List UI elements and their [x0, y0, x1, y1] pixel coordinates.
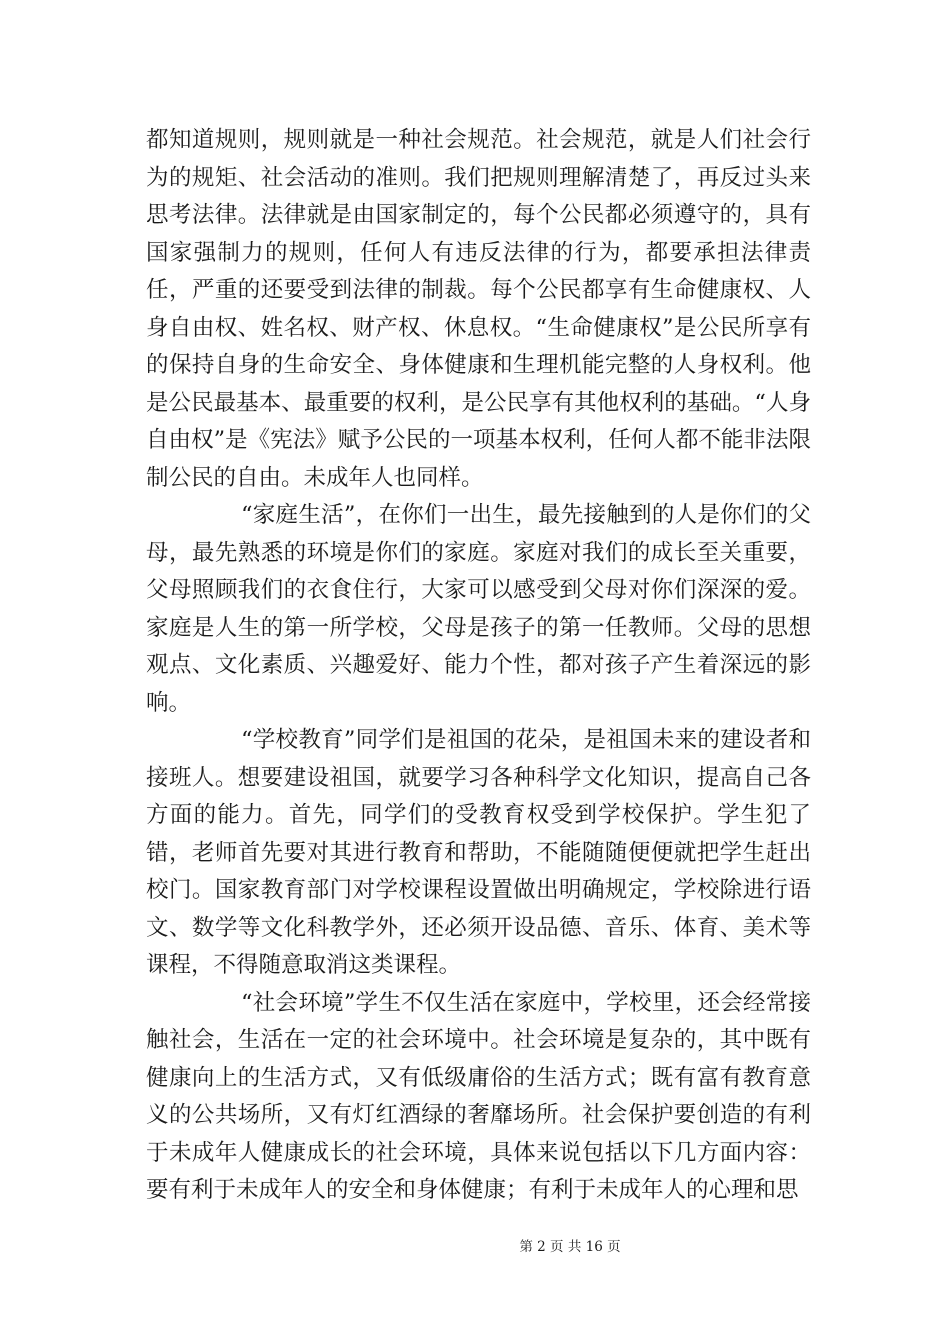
page-footer [0, 1235, 950, 1255]
paragraph-family-life: “家庭生活”，在你们一出生，最先接触到的人是你们的父母，最先熟悉的环境是你们的家庭。家庭对我们的成长至关重要，父母照顾我们的衣食住行，大家可以感受到父母对你们深深的爱。家庭是人生的第一所学校，父母是孩子的第一任教师。父母的思想观点、文化素质、兴趣爱好、能力个性，都对孩子产生着深远的影响。 [146, 502, 811, 716]
paragraph-school-education: “学校教育”同学们是祖国的花朵，是祖国未来的建设者和接班人。想要建设祖国，就要学习各种科学文化知识，提高自己各方面的能力。首先，同学们的受教育权受到学校保护。学生犯了错，老师首先要对其进行教育和帮助，不能随随便便就把学生赶出校门。国家教育部门对学校课程设置做出明确规定，学校除进行语文、数学等文化科教学外，还必须开设品德、音乐、体育、美术等课程，不得随意取消这类课程。 [146, 727, 811, 978]
body-text [146, 122, 811, 1210]
paragraph-rules-law: 都知道规则，规则就是一种社会规范。社会规范，就是人们社会行为的规矩、社会活动的准则。我们把规则理解清楚了，再反过头来思考法律。法律就是由国家制定的，每个公民都必须遵守的，具有国家强制力的规则，任何人有违反法律的行为，都要承担法律责任，严重的还要受到法律的制裁。每个公民都享有生命健康权、人身自由权、姓名权、财产权、休息权。“生命健康权”是公民所享有的保持自身的生命安全、身体健康和生理机能完整的人身权利。他是公民最基本、最重要的权利，是公民享有其他权利的基础。“人身自由权”是《宪法》赋予公民的一项基本权利，任何人都不能非法限制公民的自由。未成年人也同样。 [146, 127, 811, 491]
paragraph-social-environment: “社会环境”学生不仅生活在家庭中，学校里，还会经常接触社会，生活在一定的社会环境中。社会环境是复杂的，其中既有健康向上的生活方式，又有低级庸俗的生活方式；既有富有教育意义的公共场所，又有灯红酒绿的奢靡场所。社会保护要创造的有利于未成年人健康成长的社会环境，具体来说包括以下几方面内容：要有利于未成年人的安全和身体健康；有利于未成年人的心理和思 [146, 989, 811, 1203]
page-number: 第 2 页 共 16 页 [519, 1239, 621, 1255]
